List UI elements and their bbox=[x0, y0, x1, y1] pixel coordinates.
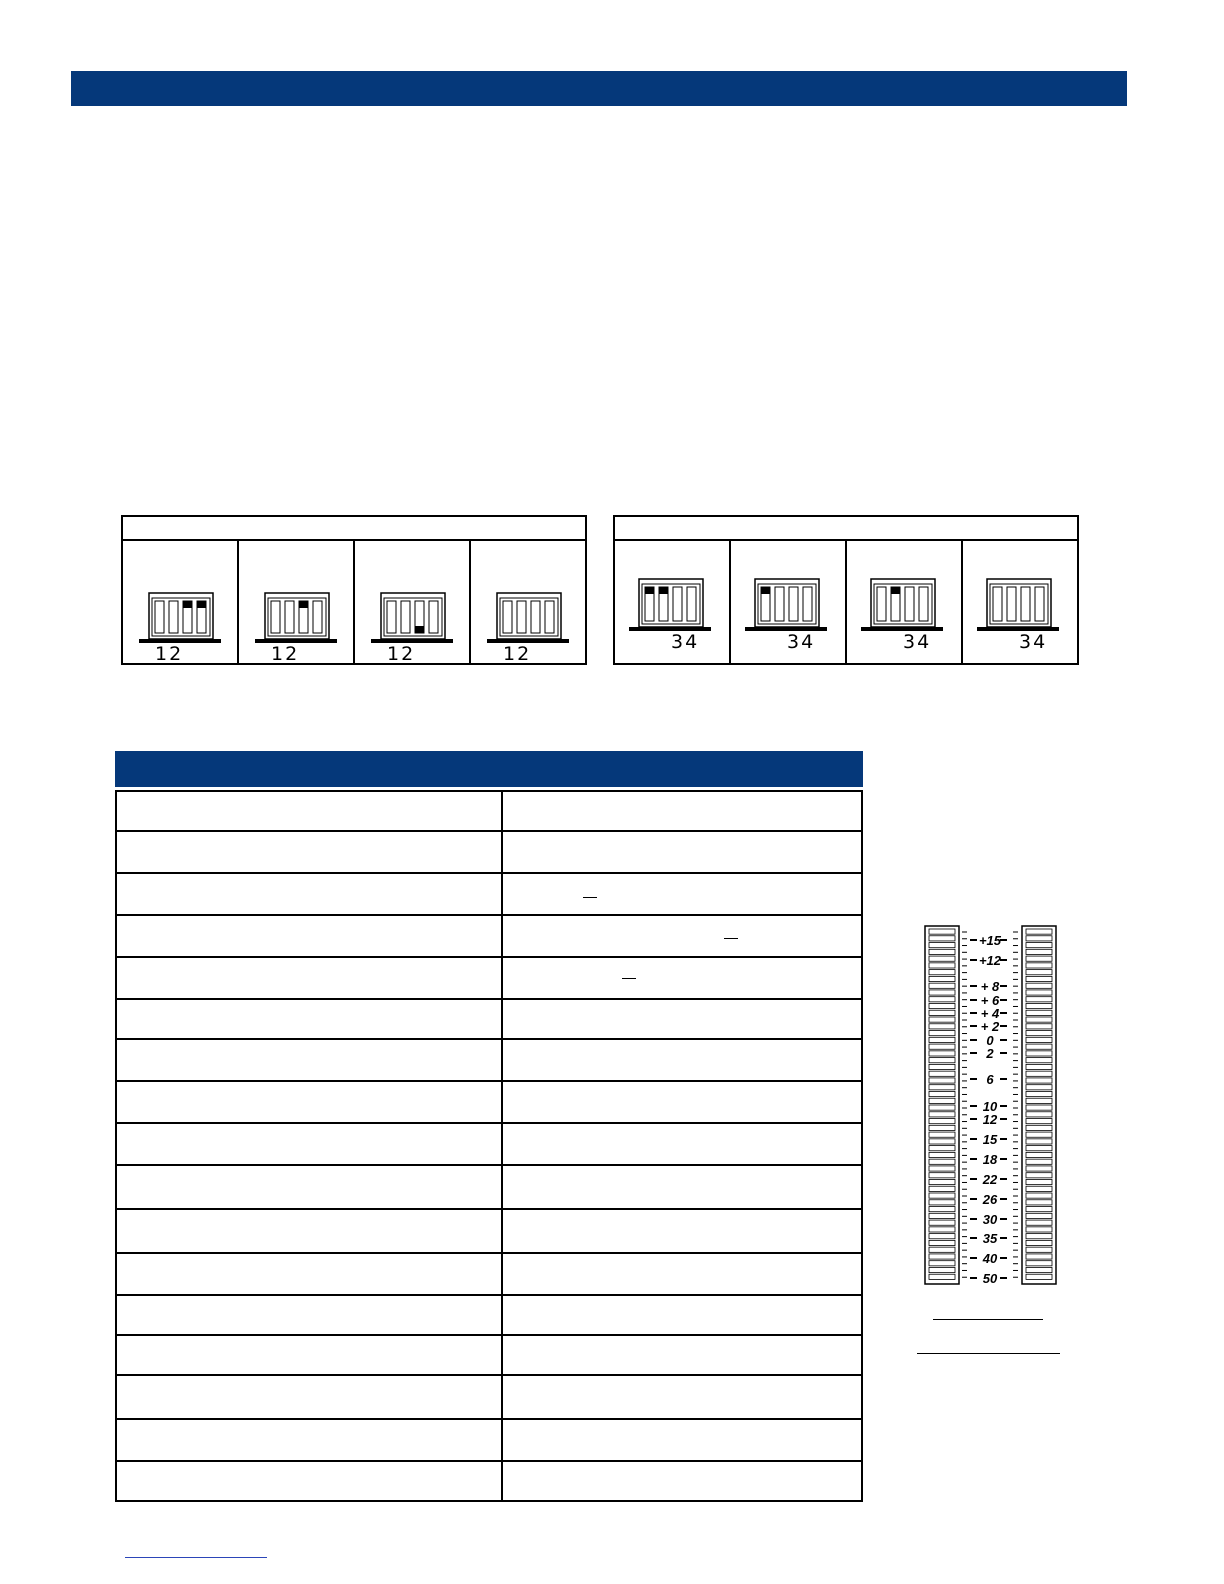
table-cell-value bbox=[502, 1081, 862, 1123]
table-row bbox=[116, 1461, 862, 1501]
table-cell-value bbox=[502, 1375, 862, 1419]
table-row bbox=[116, 1209, 862, 1253]
meter-segment bbox=[929, 1220, 955, 1225]
table-cell-label bbox=[116, 791, 502, 831]
meter-segment bbox=[929, 1091, 955, 1096]
meter-segment bbox=[929, 1051, 955, 1056]
table-cell-label bbox=[116, 1335, 502, 1375]
meter-segment bbox=[929, 1152, 955, 1157]
table-row bbox=[116, 1375, 862, 1419]
dip-setting-1 bbox=[615, 541, 731, 665]
table-cell-label bbox=[116, 1375, 502, 1419]
spec-table-body bbox=[116, 791, 862, 1501]
meter-segment bbox=[929, 1132, 955, 1137]
meter-scale-label: 0 bbox=[986, 1033, 994, 1048]
meter-segment bbox=[1026, 936, 1052, 941]
meter-segment bbox=[1026, 1166, 1052, 1171]
table-cell-label bbox=[116, 873, 502, 915]
table-row bbox=[116, 1419, 862, 1461]
dip-setting-3 bbox=[355, 541, 471, 665]
meter-segment bbox=[929, 1186, 955, 1191]
meter-segment bbox=[1026, 997, 1052, 1002]
meter-segment bbox=[1026, 1220, 1052, 1225]
table-row bbox=[116, 999, 862, 1039]
table-cell-value bbox=[502, 1165, 862, 1209]
meter-segment bbox=[929, 1159, 955, 1164]
meter-segment bbox=[1026, 1017, 1052, 1022]
meter-segment bbox=[1026, 1119, 1052, 1124]
meter-segment bbox=[929, 1085, 955, 1090]
meter-left-column bbox=[925, 926, 959, 1284]
meter-segment bbox=[929, 976, 955, 981]
dip-setting-2 bbox=[239, 541, 355, 665]
meter-scale-label: 22 bbox=[982, 1172, 998, 1187]
table-cell-value bbox=[502, 831, 862, 873]
meter-segment bbox=[1026, 970, 1052, 975]
meter-segment bbox=[929, 956, 955, 961]
meter-segment bbox=[929, 1247, 955, 1252]
meter-segment bbox=[1026, 1125, 1052, 1130]
meter-segment bbox=[929, 1078, 955, 1083]
table-cell-label bbox=[116, 1253, 502, 1295]
meter-segment bbox=[1026, 949, 1052, 954]
table-row bbox=[116, 831, 862, 873]
table-cell-label bbox=[116, 1081, 502, 1123]
meter-segment bbox=[929, 1125, 955, 1130]
meter-segment bbox=[1026, 1227, 1052, 1232]
table-cell-label bbox=[116, 1123, 502, 1165]
underline-mark bbox=[724, 938, 738, 939]
table-row bbox=[116, 1253, 862, 1295]
meter-segment bbox=[929, 949, 955, 954]
signature-rule bbox=[917, 1353, 1060, 1354]
dip-switch-number-label: 12 bbox=[503, 643, 532, 665]
meter-scale-label: +15 bbox=[978, 933, 1002, 948]
meter-segment bbox=[929, 970, 955, 975]
meter-segment bbox=[929, 1200, 955, 1205]
meter-segment bbox=[1026, 929, 1052, 934]
table-cell-label bbox=[116, 1165, 502, 1209]
dip-switch-panel-3-4 bbox=[613, 515, 1079, 665]
meter-scale-label: +12 bbox=[978, 953, 1002, 968]
meter-segment bbox=[1026, 1200, 1052, 1205]
meter-segment bbox=[1026, 1146, 1052, 1151]
table-cell-value bbox=[502, 1039, 862, 1081]
table-row bbox=[116, 915, 862, 957]
meter-segment bbox=[1026, 1085, 1052, 1090]
table-cell-value bbox=[502, 1419, 862, 1461]
meter-segment bbox=[929, 1166, 955, 1171]
table-cell-value bbox=[502, 915, 862, 957]
meter-segment bbox=[929, 1017, 955, 1022]
dip-switch-number-label: 34 bbox=[787, 631, 816, 653]
table-cell-label bbox=[116, 1419, 502, 1461]
meter-segment bbox=[1026, 1051, 1052, 1056]
meter-segment bbox=[929, 1010, 955, 1015]
table-row bbox=[116, 1335, 862, 1375]
meter-scale-label: + 6 bbox=[980, 993, 1000, 1008]
dip-switch-number-label: 34 bbox=[1019, 631, 1048, 653]
dip-switch-panel-1-2 bbox=[121, 515, 587, 665]
meter-segment bbox=[929, 1193, 955, 1198]
meter-segment bbox=[929, 1119, 955, 1124]
meter-segment bbox=[1026, 1159, 1052, 1164]
table-cell-value bbox=[502, 1461, 862, 1501]
meter-scale-label: 12 bbox=[982, 1112, 998, 1127]
meter-segment bbox=[1026, 1064, 1052, 1069]
meter-segment bbox=[929, 1240, 955, 1245]
level-meter bbox=[920, 920, 1060, 1290]
meter-scale-label: 15 bbox=[982, 1132, 998, 1147]
meter-scale-label: 35 bbox=[982, 1231, 998, 1246]
meter-scale-label: 30 bbox=[982, 1212, 998, 1227]
table-row bbox=[116, 1123, 862, 1165]
meter-scale-label: 10 bbox=[982, 1099, 998, 1114]
meter-segment bbox=[929, 983, 955, 988]
meter-segment bbox=[1026, 1091, 1052, 1096]
meter-scale-label: 6 bbox=[986, 1072, 994, 1087]
table-cell-value bbox=[502, 1295, 862, 1335]
meter-segment bbox=[929, 1003, 955, 1008]
table-cell-label bbox=[116, 1209, 502, 1253]
dip-switch-number-label: 12 bbox=[271, 643, 300, 665]
meter-segment bbox=[929, 1044, 955, 1049]
table-cell-label bbox=[116, 831, 502, 873]
meter-segment bbox=[1026, 1037, 1052, 1042]
meter-segment bbox=[1026, 1234, 1052, 1239]
meter-segment bbox=[1026, 1247, 1052, 1252]
meter-segment bbox=[929, 1031, 955, 1036]
meter-segment bbox=[1026, 990, 1052, 995]
meter-segment bbox=[929, 997, 955, 1002]
table-cell-label bbox=[116, 915, 502, 957]
meter-segment bbox=[1026, 1240, 1052, 1245]
meter-segment bbox=[1026, 1274, 1052, 1279]
dip-cells bbox=[123, 541, 585, 665]
table-cell-value bbox=[502, 1123, 862, 1165]
dip-panel-header bbox=[123, 517, 585, 541]
table-row bbox=[116, 1039, 862, 1081]
meter-segment bbox=[1026, 1139, 1052, 1144]
dip-switch-number-label: 12 bbox=[387, 643, 416, 665]
dip-cells bbox=[615, 541, 1077, 665]
meter-scale-label: 50 bbox=[982, 1271, 998, 1286]
meter-segment bbox=[1026, 1261, 1052, 1266]
dip-panel-header bbox=[615, 517, 1077, 541]
top-header-band bbox=[71, 71, 1127, 106]
table-row bbox=[116, 873, 862, 915]
meter-segment bbox=[929, 1024, 955, 1029]
table-row bbox=[116, 791, 862, 831]
signature-rule bbox=[933, 1319, 1043, 1320]
footer-link-rule bbox=[125, 1557, 267, 1558]
meter-segment bbox=[929, 1064, 955, 1069]
table-cell-value bbox=[502, 957, 862, 999]
dip-switch-number-label: 12 bbox=[155, 643, 184, 665]
meter-scale-label: 26 bbox=[982, 1192, 998, 1207]
meter-segment bbox=[1026, 1003, 1052, 1008]
table-header-band bbox=[115, 751, 863, 787]
meter-segment bbox=[929, 1105, 955, 1110]
meter-segment bbox=[929, 1139, 955, 1144]
table-cell-label bbox=[116, 1295, 502, 1335]
meter-segment bbox=[1026, 983, 1052, 988]
underline-mark bbox=[583, 897, 597, 898]
meter-segment bbox=[1026, 1186, 1052, 1191]
meter-right-column bbox=[1022, 926, 1056, 1284]
dip-setting-4 bbox=[963, 541, 1077, 665]
table-row bbox=[116, 1295, 862, 1335]
meter-scale-label: + 4 bbox=[980, 1006, 1000, 1021]
table-cell-label bbox=[116, 1461, 502, 1501]
meter-segment bbox=[1026, 1267, 1052, 1272]
meter-scale-label: 40 bbox=[982, 1251, 998, 1266]
meter-scale-label: + 8 bbox=[980, 979, 1000, 994]
meter-segment bbox=[1026, 1112, 1052, 1117]
meter-segment bbox=[1026, 1071, 1052, 1076]
meter-segment bbox=[1026, 1031, 1052, 1036]
meter-segment bbox=[1026, 943, 1052, 948]
table-cell-label bbox=[116, 1039, 502, 1081]
meter-segment bbox=[1026, 1024, 1052, 1029]
specification-table bbox=[115, 790, 863, 1502]
meter-segment bbox=[929, 1274, 955, 1279]
meter-segment bbox=[1026, 963, 1052, 968]
table-row bbox=[116, 957, 862, 999]
meter-segment bbox=[929, 1058, 955, 1063]
table-cell-value bbox=[502, 1335, 862, 1375]
dip-setting-1 bbox=[123, 541, 239, 665]
meter-scale-label: 2 bbox=[986, 1046, 994, 1061]
meter-segment bbox=[1026, 1173, 1052, 1178]
meter-segment bbox=[929, 1213, 955, 1218]
meter-segment bbox=[929, 936, 955, 941]
meter-scale-label: + 2 bbox=[980, 1019, 1000, 1034]
meter-segment bbox=[929, 1227, 955, 1232]
meter-segment bbox=[929, 1098, 955, 1103]
table-cell-value bbox=[502, 791, 862, 831]
dip-switch-number-label: 34 bbox=[671, 631, 700, 653]
meter-segment bbox=[1026, 1044, 1052, 1049]
dip-setting-2 bbox=[731, 541, 847, 665]
dip-setting-4 bbox=[471, 541, 585, 665]
meter-segment bbox=[929, 1261, 955, 1266]
table-row bbox=[116, 1165, 862, 1209]
table-cell-value bbox=[502, 1253, 862, 1295]
meter-segment bbox=[929, 943, 955, 948]
table-cell-label bbox=[116, 999, 502, 1039]
meter-segment bbox=[1026, 1105, 1052, 1110]
meter-segment bbox=[1026, 1193, 1052, 1198]
meter-segment bbox=[929, 1173, 955, 1178]
meter-segment bbox=[929, 1037, 955, 1042]
meter-segment bbox=[1026, 1207, 1052, 1212]
table-cell-value bbox=[502, 999, 862, 1039]
meter-segment bbox=[929, 929, 955, 934]
meter-segment bbox=[929, 1071, 955, 1076]
meter-segment bbox=[929, 1112, 955, 1117]
meter-segment bbox=[1026, 1152, 1052, 1157]
meter-segment bbox=[929, 1234, 955, 1239]
meter-segment bbox=[1026, 956, 1052, 961]
meter-segment bbox=[1026, 1179, 1052, 1184]
dip-setting-3 bbox=[847, 541, 963, 665]
meter-segment bbox=[1026, 1058, 1052, 1063]
meter-segment bbox=[1026, 1213, 1052, 1218]
meter-segment bbox=[929, 1207, 955, 1212]
meter-segment bbox=[929, 1267, 955, 1272]
meter-segment bbox=[929, 963, 955, 968]
table-cell-label bbox=[116, 957, 502, 999]
dip-switch-number-label: 34 bbox=[903, 631, 932, 653]
meter-segment bbox=[1026, 976, 1052, 981]
meter-segment bbox=[1026, 1010, 1052, 1015]
meter-segment bbox=[1026, 1078, 1052, 1083]
table-cell-value bbox=[502, 873, 862, 915]
meter-segment bbox=[929, 1254, 955, 1259]
meter-segment bbox=[1026, 1098, 1052, 1103]
underline-mark bbox=[622, 978, 636, 979]
meter-segment bbox=[929, 1146, 955, 1151]
meter-segment bbox=[1026, 1132, 1052, 1137]
meter-segment bbox=[929, 990, 955, 995]
meter-scale-label: 18 bbox=[982, 1152, 998, 1167]
table-cell-value bbox=[502, 1209, 862, 1253]
meter-segment bbox=[929, 1179, 955, 1184]
table-row bbox=[116, 1081, 862, 1123]
meter-segment bbox=[1026, 1254, 1052, 1259]
